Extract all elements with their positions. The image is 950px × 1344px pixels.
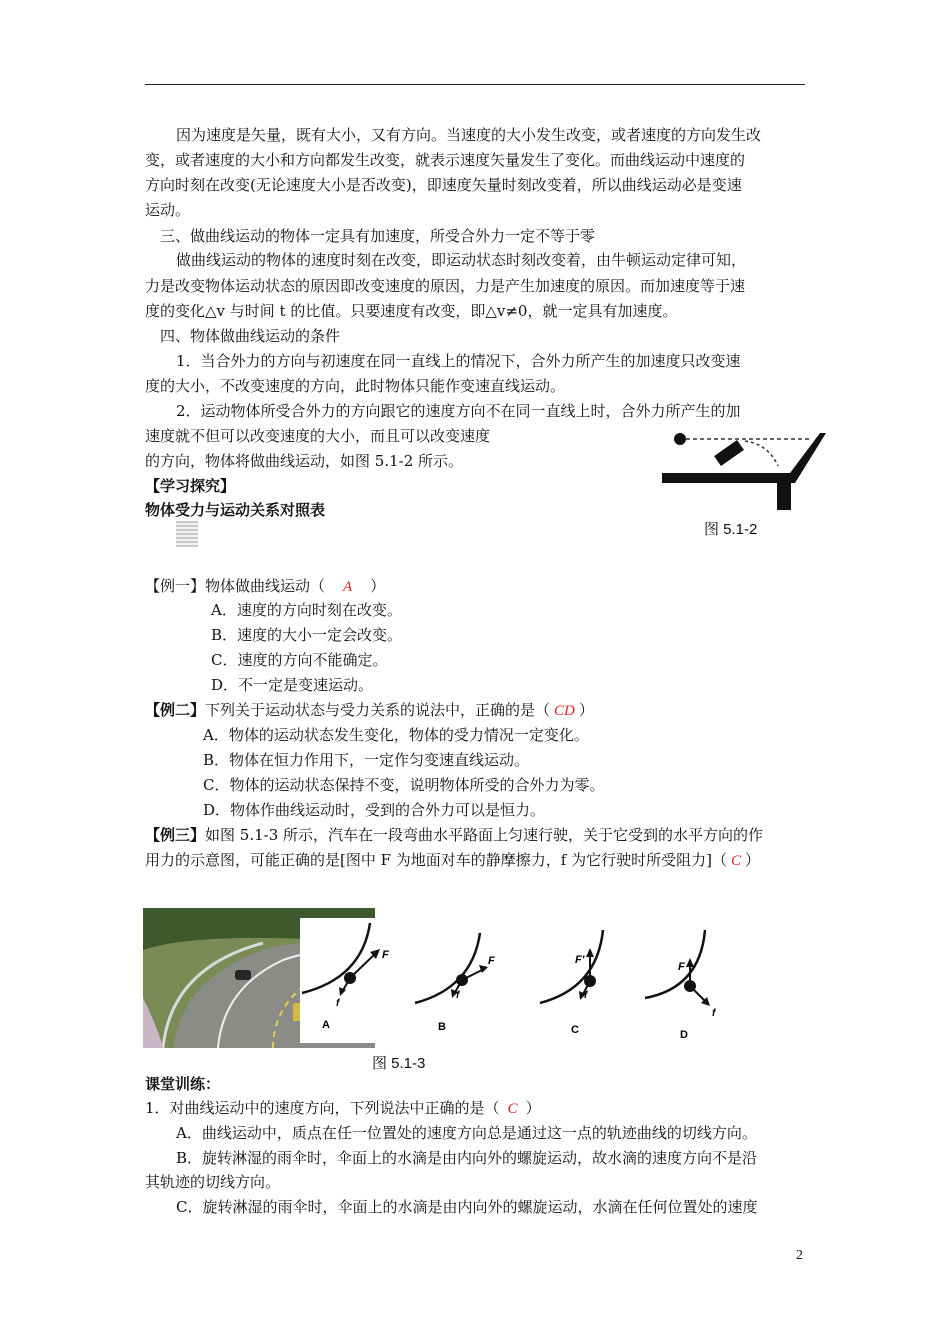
diagram-b	[415, 933, 495, 1033]
option-b: B．物体在恒力作用下，一定作匀变速直线运动。	[203, 751, 530, 769]
example-3-text: 用力的示意图，可能正确的是[图中 F 为地面对车的静摩擦力，f 为它行驶时所受阻力]（	[145, 851, 727, 869]
question-1-text: 1．对曲线运动中的速度方向，下列说法中正确的是（	[145, 1099, 500, 1117]
example-3-answer: C	[730, 853, 741, 869]
page-number: 2	[796, 1248, 803, 1263]
option-label: A	[322, 1019, 330, 1031]
question-1-option-a: A．曲线运动中，质点在任一位置处的速度方向总是通过这一点的轨迹曲线的切线方向。	[176, 1124, 757, 1142]
diagram-d	[645, 930, 717, 1041]
figure-caption: 图 5.1-3	[372, 1055, 426, 1072]
para-line: 因为速度是矢量，既有大小，又有方向。当速度的大小发生改变，或者速度的方向发生改	[176, 126, 762, 144]
option-label: B	[438, 1021, 446, 1033]
paren-close: ）	[578, 701, 594, 719]
example-3-stem	[145, 825, 763, 845]
option-d: D．不一定是变速运动。	[211, 676, 374, 694]
example-3-stem-line2	[145, 850, 760, 871]
table-surface	[662, 433, 826, 510]
force-label-f: f	[336, 998, 340, 1009]
para-line: 速度就不但可以改变速度的大小，而且可以改变速度	[145, 427, 491, 445]
para-line: 方向时刻在改变(无论速度大小是否改变)，即速度矢量时刻改变着，所以曲线运动必是变速	[145, 176, 742, 194]
para-line: 的方向，物体将做曲线运动，如图 5.1-2 所示。	[145, 452, 464, 470]
option-label: D	[680, 1029, 688, 1041]
para-line: 2．运动物体所受合外力的方向跟它的速度方向不在同一直线上时，合外力所产生的加	[176, 402, 741, 420]
practice-heading: 课堂训练：	[145, 1075, 221, 1093]
force-label-F-prime: F'	[575, 954, 585, 966]
question-1-option-c: C．旋转淋湿的雨伞时，伞面上的水滴是由内向外的螺旋运动，水滴在任何位置处的速度	[176, 1198, 758, 1216]
option-c: C．速度的方向不能确定。	[211, 651, 388, 669]
header-rule	[145, 84, 805, 85]
magnet-block	[714, 440, 744, 466]
force-diagrams	[300, 918, 725, 1043]
force-label-F: F	[488, 955, 495, 967]
force-label-f: f	[712, 1008, 716, 1019]
para-line: 做曲线运动的物体的速度时刻在改变，即运动状态时刻改变着，由牛顿运动定律可知，	[176, 251, 747, 269]
paren-close: ）	[370, 577, 386, 595]
example-3-text: 如图 5.1-3 所示，汽车在一段弯曲水平路面上匀速行驶，关于它受到的水平方向的作	[205, 826, 764, 844]
trajectory-curve	[745, 441, 778, 466]
question-1-answer: C	[507, 1101, 518, 1117]
table-thumbnail	[176, 521, 198, 547]
example-2-answer: CD	[554, 703, 575, 719]
paren-close: ）	[525, 1099, 541, 1117]
diagram-c	[540, 930, 603, 1036]
section-heading-3: 三、做曲线运动的物体一定具有加速度，所受合外力一定不等于零	[160, 227, 596, 245]
para-line: 度的变化△v 与时间 t 的比值。只要速度有改变，即△v≠0，就一定具有加速度。	[145, 302, 678, 320]
table-title: 物体受力与运动关系对照表	[145, 501, 326, 519]
force-label-f: f	[456, 990, 460, 1001]
example-2-stem	[145, 700, 594, 721]
question-1-option-b-cont: 其轨迹的切线方向。	[145, 1173, 281, 1191]
option-label: C	[571, 1024, 579, 1036]
section-heading-4: 四、物体做曲线运动的条件	[160, 327, 341, 345]
example-1-stem	[145, 576, 385, 597]
force-label-f: f	[584, 990, 588, 1001]
para-line: 变，或者速度的大小和方向都发生改变，就表示速度矢量发生了变化。而曲线运动中速度的	[145, 151, 746, 169]
para-line: 1．当合外力的方向与初速度在同一直线上的情况下，合外力所产生的加速度只改变速	[176, 352, 741, 370]
para-line: 度的大小，不改变速度的方向，此时物体只能作变速直线运动。	[145, 377, 566, 395]
example-1-answer: A	[343, 579, 353, 595]
force-label-F: F	[678, 961, 685, 973]
figure-5-1-2	[660, 430, 830, 515]
figure-caption: 图 5.1-2	[704, 521, 758, 538]
paren-close: ）	[745, 851, 761, 869]
option-c: C．物体的运动状态保持不变，说明物体所受的合外力为零。	[203, 776, 605, 794]
option-b: B．速度的大小一定会改变。	[211, 626, 403, 644]
study-heading: 【学习探究】	[145, 477, 236, 495]
example-2-text: 下列关于运动状态与受力关系的说法中，正确的是（	[205, 701, 551, 719]
question-1-option-b: B．旋转淋湿的雨伞时，伞面上的水滴是由内向外的螺旋运动，故水滴的速度方向不是沿	[176, 1149, 758, 1167]
example-3-label: 【例三】	[145, 826, 206, 844]
ball	[674, 433, 686, 445]
force-label-F: F	[382, 949, 389, 961]
option-d: D．物体作曲线运动时，受到的合外力可以是恒力。	[203, 801, 546, 819]
para-line: 运动。	[145, 201, 191, 219]
example-2-label: 【例二】	[145, 701, 206, 719]
option-a: A．物体的运动状态发生变化，物体的受力情况一定变化。	[203, 726, 589, 744]
para-line: 力是改变物体运动状态的原因即改变速度的原因，力是产生加速度的原因。而加速度等于速	[145, 277, 746, 295]
example-1-text: 【例一】物体做曲线运动（	[145, 577, 326, 595]
question-1-stem	[145, 1098, 541, 1119]
option-a: A．速度的方向时刻在改变。	[211, 601, 402, 619]
